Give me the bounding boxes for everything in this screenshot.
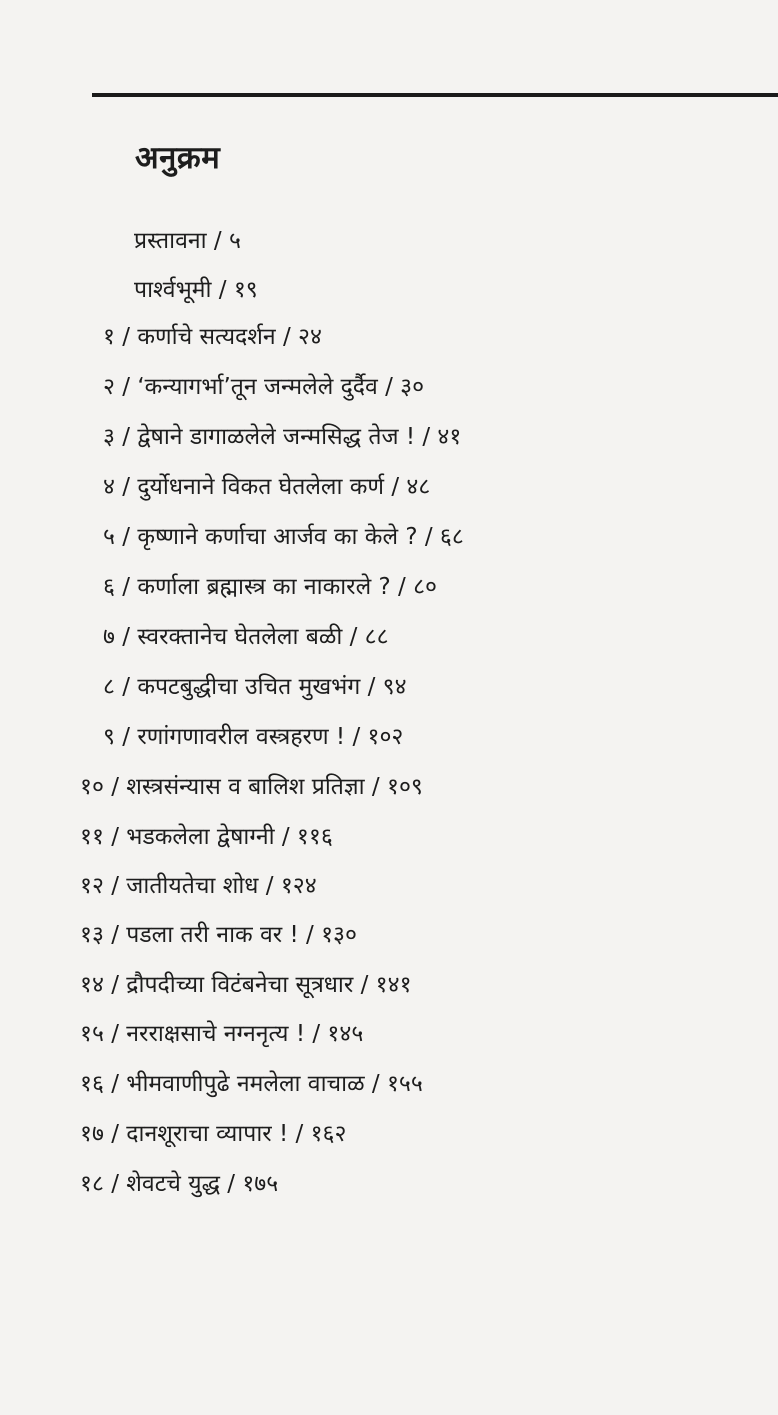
toc-entry-chapter-1: १ / कर्णाचे सत्यदर्शन / २४ <box>103 324 322 350</box>
toc-entry-chapter-11: ११ / भडकलेला द्वेषाग्नी / ११६ <box>80 824 333 850</box>
toc-entry-chapter-6: ६ / कर्णाला ब्रह्मास्त्र का नाकारले ? / ८० <box>103 574 437 600</box>
toc-entry-chapter-7: ७ / स्वरक्तानेच घेतलेला बळी / ८८ <box>103 624 389 650</box>
toc-entry-chapter-15: १५ / नरराक्षसाचे नग्ननृत्य ! / १४५ <box>80 1021 364 1047</box>
toc-entry-chapter-12: १२ / जातीयतेचा शोध / १२४ <box>80 873 317 899</box>
toc-entry-chapter-17: १७ / दानशूराचा व्यापार ! / १६२ <box>80 1121 347 1147</box>
toc-entry-chapter-5: ५ / कृष्णाने कर्णाचा आर्जव का केले ? / ६८ <box>103 524 464 550</box>
toc-entry-chapter-16: १६ / भीमवाणीपुढे नमलेला वाचाळ / १५५ <box>80 1071 423 1097</box>
toc-entry-parshvabhumi: पार्श्वभूमी / १९ <box>134 277 258 303</box>
toc-entry-chapter-18: १८ / शेवटचे युद्ध / १७५ <box>80 1171 279 1197</box>
page-title: अनुक्रम <box>135 140 221 176</box>
toc-entry-prastavana: प्रस्तावना / ५ <box>134 228 241 254</box>
toc-entry-chapter-3: ३ / द्वेषाने डागाळलेले जन्मसिद्ध तेज ! / ४१ <box>103 424 462 450</box>
toc-entry-chapter-14: १४ / द्रौपदीच्या विटंबनेचा सूत्रधार / १४१ <box>80 972 412 998</box>
toc-entry-chapter-2: २ / ‘कन्यागर्भा’तून जन्मलेले दुर्दैव / ३० <box>103 374 425 400</box>
toc-entry-chapter-13: १३ / पडला तरी नाक वर ! / १३० <box>80 922 357 948</box>
toc-entry-chapter-10: १० / शस्त्रसंन्यास व बालिश प्रतिज्ञा / १०९ <box>80 774 423 800</box>
toc-entry-chapter-8: ८ / कपटबुद्धीचा उचित मुखभंग / ९४ <box>103 674 407 700</box>
toc-entry-chapter-4: ४ / दुर्योधनाने विकत घेतलेला कर्ण / ४८ <box>103 474 431 500</box>
toc-entry-chapter-9: ९ / रणांगणावरील वस्त्रहरण ! / १०२ <box>103 724 404 750</box>
